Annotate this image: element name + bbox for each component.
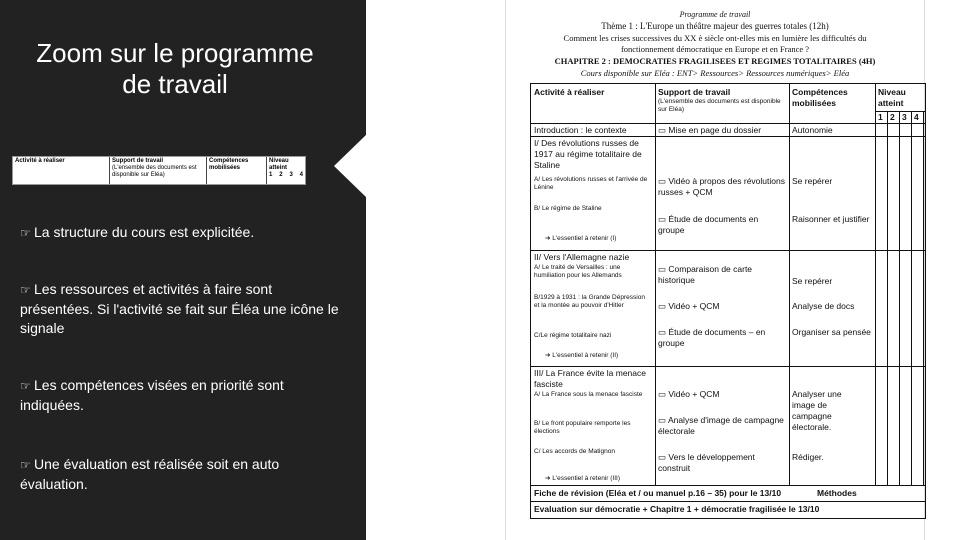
section-3-skill-3: Rédiger.: [792, 452, 824, 462]
section-1-support-1: [658, 176, 786, 198]
doc-programme-label: Programme de travail: [679, 10, 751, 19]
intro-activity: Introduction : le contexte: [534, 125, 627, 135]
section-2-c: C/Le régime totalitaire nazi: [534, 332, 612, 339]
bullet-text: Les compétences visées en priorité sont indiquées.: [20, 377, 284, 413]
support-text: Vers le développement construit: [658, 452, 755, 473]
section-3-support-1: [658, 389, 720, 400]
doc-theme-title: Thème 1 : L'Europe un théâtre majeur des guerres totales (12h): [601, 21, 829, 31]
section-2-skill-2: Analyse de docs: [792, 301, 855, 311]
section-2-essential: [545, 352, 618, 360]
support-text: Étude de documents en groupe: [658, 214, 759, 235]
section-2-title: II/ Vers l'Allemagne nazie: [534, 252, 630, 262]
section-3-support-3: [658, 452, 786, 474]
section-1-skill-1: Se repérer: [792, 176, 833, 186]
section-2-support-2: [658, 301, 720, 312]
section-3-c: C/ Les accords de Matignon: [534, 448, 615, 455]
section-2-support-3: [658, 327, 786, 349]
computer-icon: ▭: [658, 327, 669, 337]
doc-problematic-line1: Comment les crises successives du XX è siècle ont-elles mis en lumière les difficultés du: [563, 33, 867, 43]
thumb-level-2: 2: [279, 172, 283, 178]
bullet-text: Une évaluation est réalisée soit en auto évaluation.: [20, 456, 280, 492]
section-3-a: A/ La France sous la menace fasciste: [534, 391, 643, 398]
doc-chapter-title: CHAPITRE 2 : DEMOCRATIES FRAGILISEES ET REGIMES TOTALITAIRES (4H): [554, 56, 876, 66]
computer-icon: ▭: [658, 214, 669, 224]
document-image: [505, 0, 925, 540]
section-2-support-1: [658, 264, 786, 286]
thumb-support-label: Support de travail: [112, 158, 164, 164]
computer-icon: ▭: [658, 125, 669, 135]
support-text: Vidéo + QCM: [668, 389, 720, 399]
computer-icon: ▭: [658, 389, 669, 399]
section-2-a: A/ Le traité de Versailles : une humiliation pour les Allemands: [534, 264, 622, 279]
arrow-right-icon: ➔: [545, 352, 553, 359]
section-1-title: I/ Des révolutions russes de 1917 au régime totalitaire de Staline: [534, 138, 642, 170]
hand-pointer-icon: ☞: [20, 283, 31, 297]
revision-sheet: Fiche de révision (Eléa et / ou manuel p.16 – 35) pour le 13/10: [534, 488, 782, 498]
thumb-col-activity: Activité à réaliser: [13, 157, 110, 184]
section-3-skill-1: Analyser une image de campagne électorale.: [792, 389, 842, 432]
section-3-b: B/ Le front populaire remporte les élections: [534, 420, 631, 435]
hand-pointer-icon: ☞: [20, 226, 31, 240]
section-1-support-2: [658, 214, 786, 236]
level-1: 1: [878, 112, 883, 122]
thumb-level-4: 4: [299, 172, 303, 178]
section-1-skill-2: Raisonner et justifier: [792, 214, 870, 224]
section-3-title: III/ La France évite la menace fasciste: [534, 368, 646, 389]
arrow-right-icon: ➔: [545, 235, 553, 242]
level-3: 3: [902, 112, 907, 122]
slide-pointer-arrow: [334, 134, 367, 198]
thumb-support-sub: (L'ensemble des documents est disponible sur Eléa): [112, 165, 197, 178]
hand-pointer-icon: ☞: [20, 458, 31, 472]
left-panel: [0, 0, 366, 540]
thumb-col-support: [110, 157, 207, 184]
thumb-level-3: 3: [289, 172, 293, 178]
bullet-item: [20, 455, 340, 494]
col-header-activity: Activité à réaliser: [534, 87, 605, 97]
col-header-support: Support de travail: [658, 87, 731, 97]
bullet-text: Les ressources et activités à faire sont présentées. Si l'activité se fait sur Éléa une icône le signale: [20, 281, 339, 336]
col-header-support-sub: (L'ensemble des documents est disponible sur Eléa): [658, 98, 781, 113]
computer-icon: ▭: [658, 301, 669, 311]
intro-skill: Autonomie: [792, 125, 833, 135]
thumb-level-1: 1: [269, 172, 273, 178]
thumb-col-level: [267, 157, 305, 184]
section-3-support-2: [658, 415, 786, 437]
bullet-item: [20, 376, 340, 415]
section-2-skill-1: Se repérer: [792, 276, 833, 286]
computer-icon: ▭: [658, 264, 669, 274]
table-header-thumbnail: [12, 156, 306, 185]
support-text: Étude de documents – en groupe: [658, 327, 766, 348]
section-2-b: B/1929 à 1931 : la Grande Dépression et la montée au pouvoir d'Hitler: [534, 294, 645, 309]
thumb-level-label: Niveau atteint: [269, 158, 289, 171]
computer-icon: ▭: [658, 176, 669, 186]
support-text: Comparaison de carte historique: [658, 264, 753, 285]
evaluation-line: Evaluation sur démocratie + Chapitre 1 + démocratie fragilisée le 13/10: [534, 504, 820, 514]
hand-pointer-icon: ☞: [20, 379, 31, 393]
bullet-item: [20, 223, 340, 243]
bullet-text: La structure du cours est explicitée.: [34, 224, 255, 240]
computer-icon: ▭: [658, 415, 668, 425]
thumb-col-skills: Compétences mobilisées: [207, 157, 267, 184]
level-2: 2: [890, 112, 895, 122]
essential-text: L'essentiel à retenir (I): [552, 235, 617, 242]
support-text: Analyse d'image de campagne électorale: [658, 415, 784, 436]
section-1-b: B/ Le régime de Staline: [534, 205, 602, 212]
essential-text: L'essentiel à retenir (II): [552, 352, 619, 359]
section-1-a: A/ Les révolutions russes et l'arrivée de Lénine: [534, 176, 648, 191]
section-1-essential: [545, 235, 616, 243]
intro-support-text: Mise en page du dossier: [668, 125, 762, 135]
support-text: Vidéo à propos des révolutions russes + QCM: [658, 176, 785, 197]
doc-problematic-line2: fonctionnement démocratique en Europe et en France ?: [620, 44, 810, 54]
computer-icon: ▭: [658, 452, 669, 462]
level-4: 4: [914, 112, 919, 122]
methods-label: Méthodes: [817, 488, 857, 498]
col-header-skills: Compétences mobilisées: [792, 87, 848, 108]
intro-support: [658, 125, 761, 136]
bullet-item: [20, 280, 340, 338]
slide-title: Zoom sur le programme de travail: [36, 38, 314, 99]
arrow-right-icon: ➔: [545, 475, 553, 482]
essential-text: L'essentiel à retenir (III): [552, 475, 620, 482]
doc-elea-path: Cours disponible sur Eléa : ENT> Ressources> Ressources numériques> Eléa: [580, 68, 850, 78]
col-header-level: Niveau atteint: [878, 87, 906, 108]
support-text: Vidéo + QCM: [668, 301, 720, 311]
section-2-skill-3: Organiser sa pensée: [792, 327, 871, 337]
work-program-table: [530, 83, 926, 519]
section-3-essential: [545, 475, 620, 483]
